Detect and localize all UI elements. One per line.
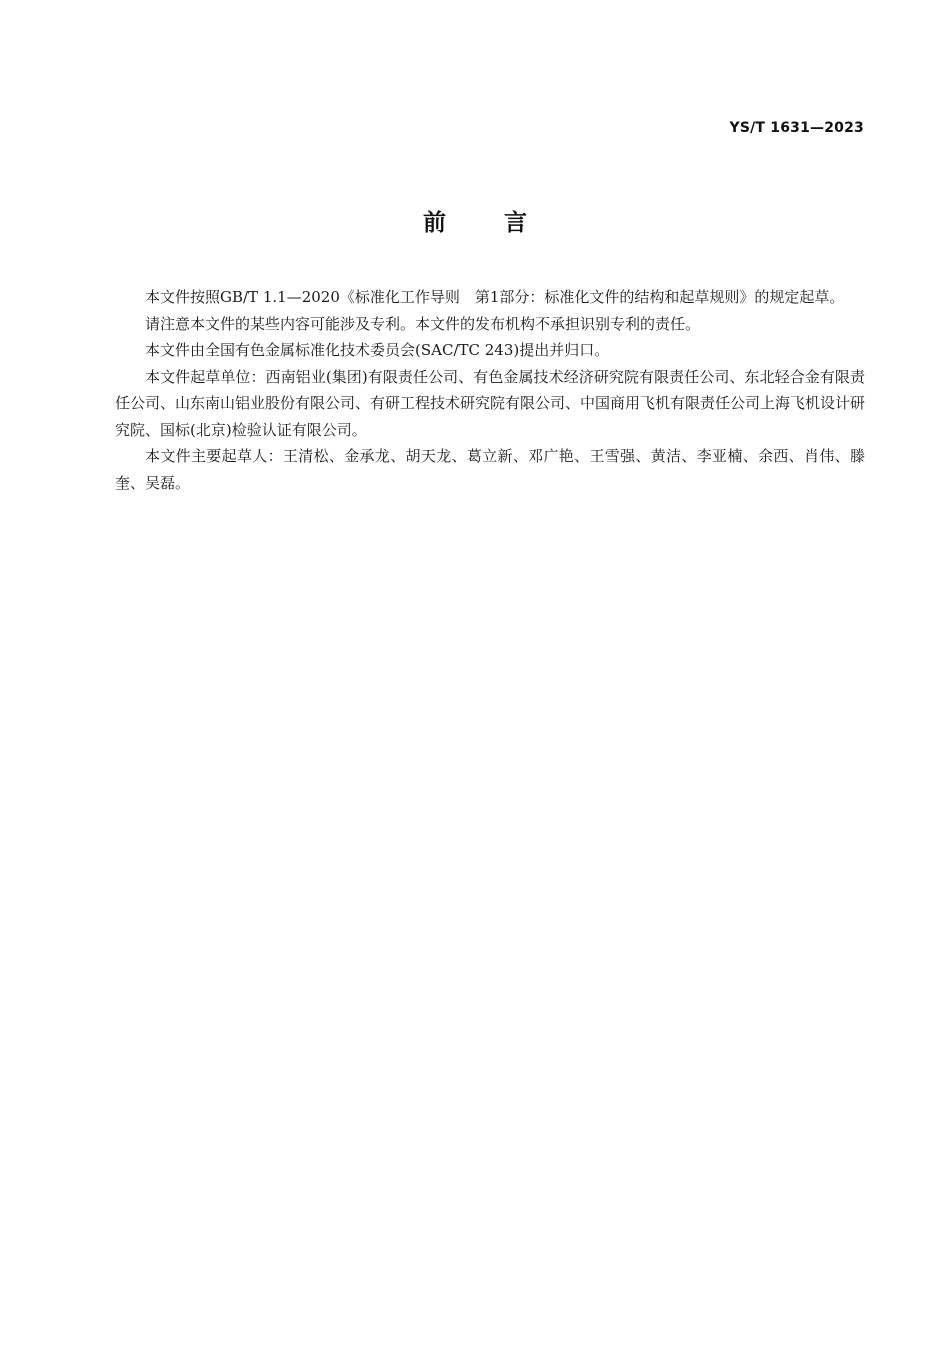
foreword-body xyxy=(115,284,865,496)
paragraph-drafting-rules: 本文件按照GB/T 1.1—2020《标准化工作导则 第1部分：标准化文件的结构和起草规则》的规定起草。 xyxy=(145,288,845,306)
page-title: 前言 xyxy=(423,210,585,236)
paragraph-drafters: 本文件主要起草人：王清松、金承龙、胡天龙、葛立新、邓广艳、王雪强、黄洁、李亚楠、余西、肖伟、滕奎、吴磊。 xyxy=(115,447,865,492)
paragraph-drafting-units: 本文件起草单位：西南铝业(集团)有限责任公司、有色金属技术经济研究院有限责任公司、东北轻合金有限责任公司、山东南山铝业股份有限公司、有研工程技术研究院有限公司、中国商用飞机有限责任公司上海飞机设计研究院、国标(北京)检验认证有限公司。 xyxy=(115,367,866,439)
paragraph-patent-notice: 请注意本文件的某些内容可能涉及专利。本文件的发布机构不承担识别专利的责任。 xyxy=(145,314,701,333)
document-code: YS/T 1631—2023 xyxy=(729,120,864,136)
paragraph-proposer: 本文件由全国有色金属标准化技术委员会(SAC/TC 243)提出并归口。 xyxy=(145,341,610,359)
